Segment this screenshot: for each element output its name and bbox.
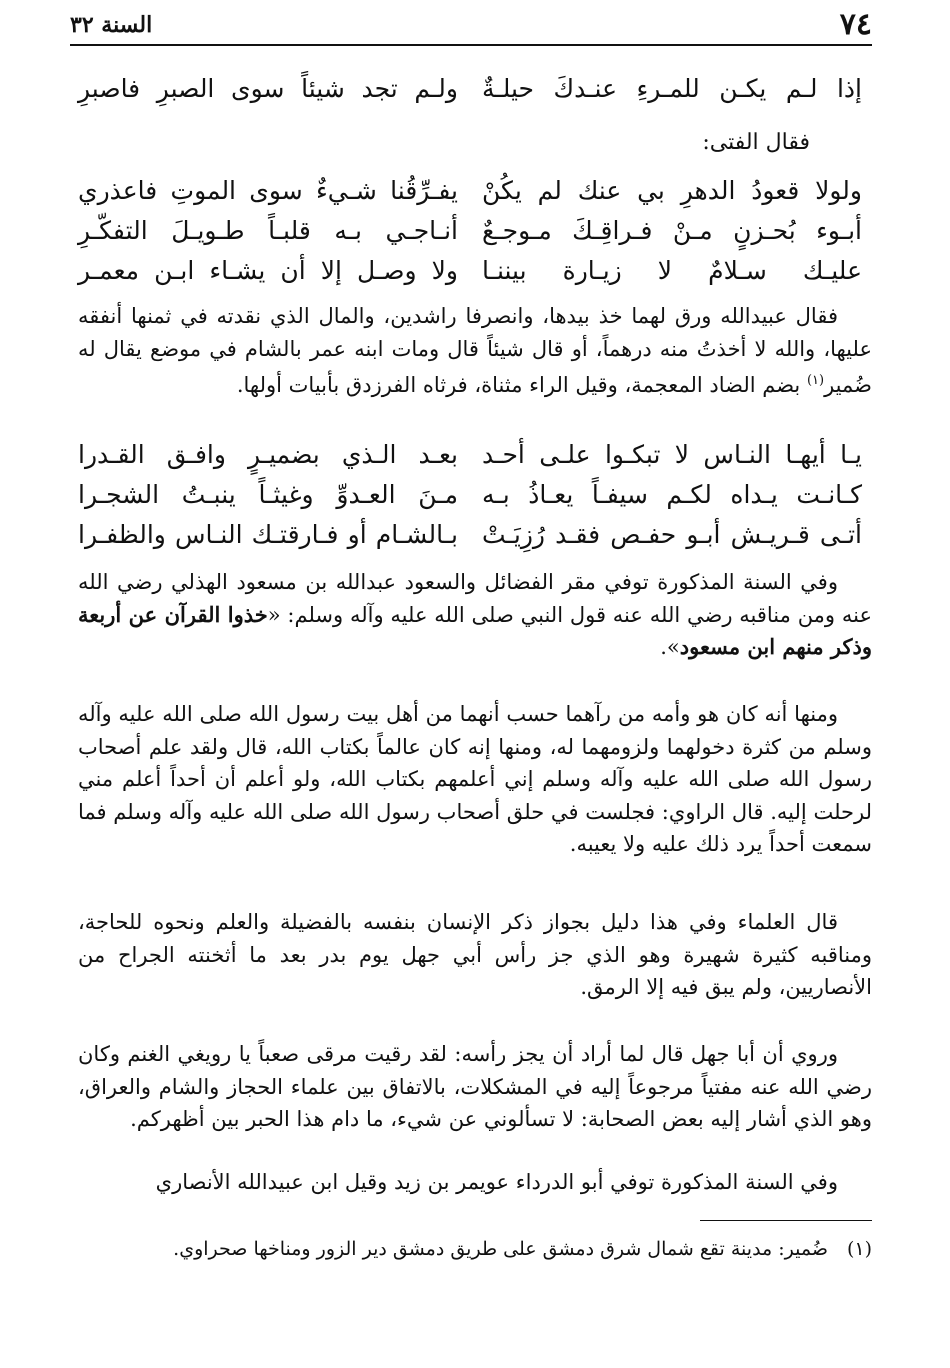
running-title: السنة ٣٢ [70, 12, 153, 38]
body-paragraph [78, 1166, 872, 1199]
body-paragraph [78, 906, 872, 1004]
paragraph-text: وفي السنة المذكورة توفي أبو الدرداء عويمر بن زيد وقيل ابن عبيدالله الأنصاري [155, 1170, 838, 1194]
verse-first-hemistich: كـانـت يـداه لكـم سيفـاً يعـاذُ بـه [482, 480, 862, 509]
page-header [70, 8, 872, 42]
verse-first-hemistich: ولولا قعودُ الدهرِ بي عنك لم يكُنْ [482, 176, 862, 205]
header-rule [70, 44, 872, 46]
footnote [78, 1234, 872, 1264]
paragraph-text: وروي أن أبا جهل قال لما أراد أن يجز رأسه: لقد رقيت مرقى صعباً يا رويغي الغنم وكان رضي الله عنه مفتياً مرجوعاً إليه في المشكلات، بالاتفاق بين علماء الحجاز والشام والعراق، وهو الذي أشار إليه بعض الصحابة: لا تسألوني عن شيء، ما دام هذا الحبر بين أظهركم. [78, 1042, 872, 1131]
paragraph-text-continued: ». [660, 635, 680, 659]
speaker-label: فقال الفتى: [702, 130, 810, 155]
verse-second-hemistich: أنـاجـي بـه قلبـاً طـويـلَ التفكّـرِ [78, 216, 458, 245]
footnote-reference: (١) [806, 373, 825, 388]
body-paragraph [78, 698, 872, 861]
paragraph-text: قال العلماء وفي هذا دليل بجواز ذكر الإنسان بنفسه بالفضيلة والعلم ونحوه للحاجة، ومناقبه كثيرة شهيرة وهو الذي جز رأس أبي جهل يوم بدر بعد ما أثخنته الجراح من الأنصاريين، ولم يبق فيه إلا الرمق. [78, 910, 872, 999]
verse-second-hemistich: بـالشـام أو فـارقتـك النـاس والظفـرا [78, 520, 458, 549]
verse-first-hemistich: يـا أيهـا النـاس لا تبكـوا علـى أحـد [482, 440, 862, 469]
verse-second-hemistich: مـنَ العـدوِّ وغيثـاً ينبـتُ الشجـرا [78, 480, 458, 509]
body-paragraph [78, 566, 872, 664]
page-number: ٧٤ [839, 7, 872, 42]
body-paragraph [78, 1038, 872, 1136]
hadith-quote: خذوا القرآن عن أربعة وذكر منهم ابن مسعود [78, 601, 872, 659]
verse-first-hemistich: أتـى قـريـش أبـو حفـص فقـد رُزِيَـتْ [482, 520, 862, 549]
footnote-rule [700, 1220, 872, 1221]
verse-second-hemistich: ولـم تجد شيئاً سوى الصبرِ فاصبرِ [78, 74, 458, 103]
paragraph-text-continued: بضم الضاد المعجمة، وقيل الراء مثناة، فرثاه الفرزدق بأبيات أولها. [236, 373, 807, 397]
paragraph-text: ومنها أنه كان هو وأمه من رآهما حسب أنهما من أهل بيت رسول الله صلى الله عليه وآله وسلم من كثرة دخولهما ولزومهما له، ومنها إنه كان عالماً بكتاب الله، قال ولقد علم أصحاب رسول الله صلى الله عليه وآله وسلم إني أعلمهم بكتاب الله، ولو أعلم أن أحداً أعلم مني لرحلت إليه. قال الراوي: فجلست في حلق أصحاب رسول الله صلى الله عليه وآله وسلم فما سمعت أحداً يرد ذلك عليه ولا يعيبه. [78, 702, 872, 856]
poem-verse [78, 516, 862, 554]
poem-verse [78, 70, 862, 108]
verse-first-hemistich: إذا لـم يكـن للمـرءِ عنـدكَ حيلـةٌ [482, 74, 862, 103]
paragraph-text: وفي السنة المذكورة توفي مقر الفضائل والسعود عبدالله بن مسعود الهذلي رضي الله عنه ومن مناقبه رضي الله عنه قول النبي صلى الله عليه وآله وسلم: « [78, 570, 873, 627]
poem-verse [78, 476, 862, 514]
verse-second-hemistich: يفـرِّقُنا شـيءٌ سوى الموتِ فاعذري [78, 176, 458, 205]
poem-verse [78, 172, 862, 210]
paragraph-text: فقال عبيدالله ورق لهما خذ بيدها، وانصرفا راشدين، والمال الذي نقدته في ثمنها أنفقه عليها، والله لا أخذتُ منه درهماً، أو قال شيئاً قال ومات ابنه عمر بالشام في موضع يقال له ضُمير [78, 304, 872, 397]
verse-second-hemistich: بعـد الـذي بضميـرٍ وافـق القـدرا [78, 440, 458, 469]
verse-second-hemistich: ولا وصـل إلا أن يشـاء ابـن معمـر [78, 256, 458, 285]
poem-verse [78, 436, 862, 474]
footnote-text: ضُمير: مدينة تقع شمال شرق دمشق على طريق دمشق دير الزور ومناخها صحراوي. [173, 1238, 828, 1260]
verse-first-hemistich: عليـك سـلامٌ لا زيـارة بيننـا [482, 256, 862, 285]
poem-verse [78, 252, 862, 290]
footnote-mark: (١) [846, 1238, 872, 1260]
poem-verse [78, 212, 862, 250]
body-paragraph [78, 300, 872, 402]
verse-first-hemistich: أبـوء بُحـزنٍ مـنْ فـراقِـكَ مـوجـعٌ [482, 216, 862, 245]
